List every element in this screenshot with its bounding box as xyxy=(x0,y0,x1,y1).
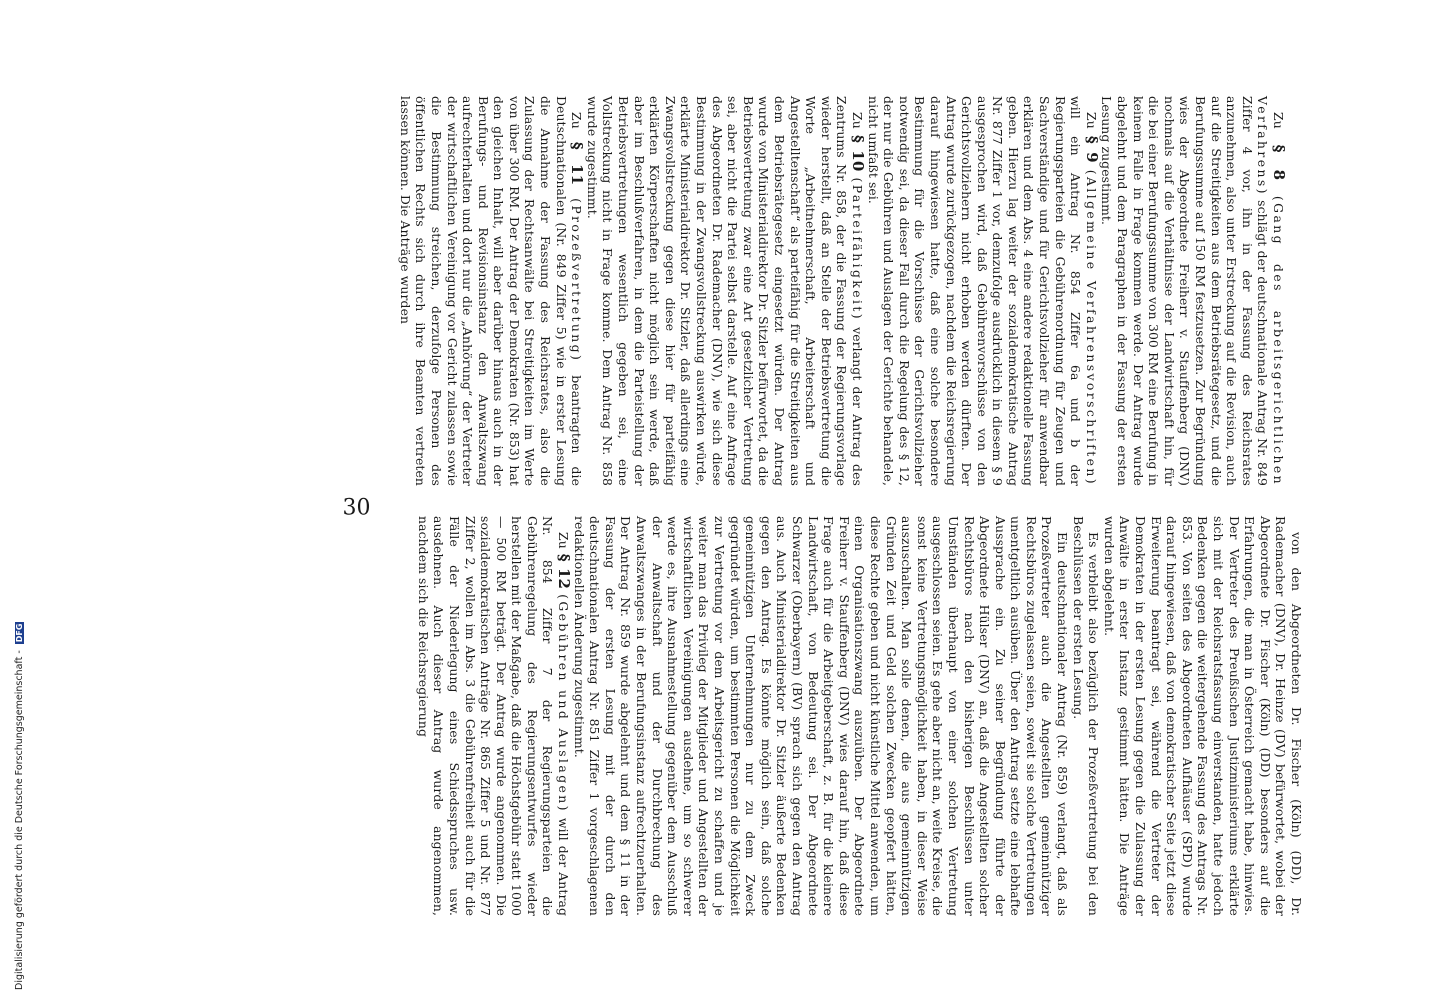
paragraph-text: beantragten die Deutschnationalen (Nr. 849 Ziffer 5) wie in erster Lesung die Annahme der Fassung des Reichsrates, also die Zulassung der Rechtsanwälte bei Streitigkeiten im Werte von über 300 RM. Der Antrag der Demokraten (Nr. 853) hat den gleichen Inhalt, will aber darüber hinaus auch in der Berufungs- und Revisionsinstanz den Anwaltszwang aufrechterhalten und dort nur die „Anhörung“ der Vertreter der wirtschaftlichen Vereinigung vor Gericht zulassen sowie die Bestimmung streichen, derzufolge Personen des öffentlichen Rechts sich durch ihre Beamten vertreten lassen können. Die Anträge wurden xyxy=(397,96,585,487)
section-number: § 10 xyxy=(848,134,867,172)
section-heading: (Prozeßvertretung) xyxy=(569,198,585,363)
page-number: 30 xyxy=(342,495,371,521)
paragraph-text: von den Abgeordneten Dr. Fischer (Köln) (DD), Dr. Rademacher (DNV), Dr. Heinze (DV) befürwortet, wobei der Abgeordnete Dr. Fischer (Köln) (DD) besonders auf die Erfahrungen, die man in Österreich gemacht habe, hinwies. Der Vertreter des Preußischen Justizministeriums erklärte sich mit der Reichsratsfassung einverstanden, hatte jedoch Bedenken gegen die weitergehende Fassung des Antrags Nr. 853. Von seiten des Abgeordneten Aufhäuser (SPD) wurde darauf hingewiesen, daß von demokratischer Seite jetzt diese Erweiterung beantragt sei, während die Vertreter der Demokraten in der ersten Lesung gegen die Zulassung der Anwälte in erster Instanz gestimmt hätten. Die Anträge wurden abgelehnt. xyxy=(1101,516,1304,916)
paragraph-text: Ein deutschnationaler Antrag (Nr. 859) verlangt, daß als Prozeßvertreter auch die Angestellten gemeinnütziger Rechtsbüros zugelassen seien, soweit sie solche Vertretungen unentgeltlich ausüben. Über den Antrag setzte eine lebhafte Aussprache ein. Zu seiner Begründung führte der Abgeordnete Hülser (DNV) an, daß die Angestellten solcher Rechtsbüros nach den bisherigen Beschlüssen unter Umständen überhaupt von einer solchen Vertretung ausgeschlossen seien. Es gehe aber nicht an, weite Kreise, die sonst keine Vertretungsmöglichkeit haben, in dieser Weise auszuschalten. Man solle denen, die aus gemeinnützigen Gründen Zeit und Geld solchen Zwecken geopfert hätten, diese Rechte geben und nicht künstliche Mittel anwenden, um einen Organisationszwang auszuüben. Der Abgeordnete Freiherr v. Stauffenberg (DNV) wies darauf hin, daß diese Frage auch für die Arbeitgeberschaft, z. B. für die kleinere Landwirtschaft, von Bedeutung sei. Der Abgeordnete Schwarzer (Oberbayern) (BV) sprach sich gegen den Antrag aus. Auch Ministerialdirektor Dr. Sitzler äußerte Bedenken gegen den Antrag. Es könnte möglich sein, daß solche gemeinnützigen Unternehmungen nur zu dem Zweck gegründet würden, um bestimmten Personen die Möglichkeit zur Vertretung vor dem Arbeitsgericht zu schaffen und je weiter man das Privileg der Mitglieder und Angestellten der wirtschaftlichen Vereinigungen ausdehne, um so schwerer werde es, ihre Ausnahmestellung gegenüber dem Ausschluß der Anwaltschaft und der Durchbrechung des Anwaltszwanges in der Berufungsinstanz aufrechtzuerhalten. Der Antrag Nr. 859 wurde abgelehnt und dem § 11 in der Fassung der ersten Lesung mit der durch den deutschnationalen Antrag Nr. 851 Ziffer 1 vorgeschlagenen redaktionellen Änderung zugestimmt. xyxy=(571,516,1071,916)
section-heading: (Gang des arbeitsgerichtlichen Verfahrens) xyxy=(1255,96,1286,486)
section-heading: (Parteifähigkeit) xyxy=(849,177,865,321)
right_column-paragraph xyxy=(1099,96,1286,486)
paragraph-lead: Zu xyxy=(849,112,865,129)
dfg-logo: DFG xyxy=(15,623,24,643)
section-heading: (Allgemeine Verfahrensvorschriften) xyxy=(1083,169,1099,486)
digitization-credit xyxy=(14,622,25,990)
section-number: § 9 xyxy=(1082,135,1101,163)
paragraph-lead: Zu xyxy=(556,532,572,549)
paragraph-text: will ein Antrag Nr. 854 Ziffer 6a und b der Regierungsparteien die Gebührenordnung für Zeugen und Sachverständige und für Gerichtsvollzieher für anwendbar erklären und dem Abs. 4 eine andere redaktionelle Fassung geben. Hierzu lag weiter der sozialdemokratische Antrag Nr. 877 Ziffer 1 vor, demzufolge ausdrücklich in diesem § 9 ausgesprochen wird, daß Gebührenvorschüsse von den Gerichtsvollziehern nicht erhoben werden dürften. Der Antrag wurde zurückgezogen, nachdem die Reichsregierung darauf hingewiesen hatte, daß eine solche besondere Bestimmung für die Vorschüsse der Gerichtsvollzieher notwendig sei, da dieser Fall durch die Regelung des § 12, der nur die Gebühren und Auslagen der Gerichte behandele, nicht umfaßt sei. xyxy=(865,96,1084,486)
left-column xyxy=(415,516,1304,916)
paragraph-text: verlangt der Antrag des Zentrums Nr. 858, der die Fassung der Regierungsvorlage wieder herstellt, daß an Stelle der Betriebsvertretung die Worte „Arbeitnehmerschaft, Arbeiterschaft und Angestelltenschaft“ als parteifähig für die Streitigkeiten aus dem Betriebsrätegesetz eingesetzt würden. Der Antrag wurde von Ministerialdirektor Dr. Sitzler befürwortet, da die Betriebsvertretung zwar eine Art gesetzlicher Vertretung sei, aber nicht die Partei selbst darstelle. Auf eine Anfrage des Abgeordneten Dr. Rademacher (DNV), wie sich diese Bestimmung in der Zwangsvollstreckung auswirken würde, erklärte Ministerialdirektor Dr. Sitzler, daß allerdings eine Zwangsvollstreckung gegen diese hier für parteifähig erklärten Körperschaften nicht möglich sein werde, daß aber im Beschlußverfahren, in dem die Parteistellung der Betriebsvertretungen wesentlich gegeben sei, eine Vollstreckung nicht in Frage komme. Dem Antrag Nr. 858 wurde zugestimmt. xyxy=(584,96,865,486)
paragraph-lead: Zu xyxy=(1083,112,1099,129)
left_column-paragraph xyxy=(1101,516,1304,916)
right_column-paragraph xyxy=(397,96,587,487)
left_column-paragraph xyxy=(415,516,574,916)
credit-text: Digitalisierung gefördert durch die Deutsche Forschungsgemeinschaft - xyxy=(14,650,25,990)
right_column-paragraph xyxy=(865,96,1099,486)
section-number: § 12 xyxy=(555,553,574,590)
paragraph-lead: Zu xyxy=(1271,112,1286,129)
section-heading: (Gebühren und Auslagen) xyxy=(556,594,572,813)
right-column xyxy=(397,96,1286,486)
left_column-paragraph xyxy=(1070,516,1101,916)
section-number: § 8 xyxy=(1270,144,1288,181)
paragraph-text: Es verbleibt also bezüglich der Prozeßvertretung bei den Beschlüssen der ersten Lesung. xyxy=(1070,516,1102,916)
paragraph-text: will der Antrag Nr. 854 Ziffer 7 der Regierungsparteien die Gebührenregelung des Regierungsentwurfes wieder herstellen mit der Maßgabe, daß die Höchstgebühr statt 1000 — 500 RM beträgt. Der Antrag wurde angenommen. Die sozialdemokratischen Anträge Nr. 865 Ziffer 5 und Nr. 877 Ziffer 2, wollen im Abs. 3 die Gebührenfreiheit auch für die Fälle der Niederlegung eines Schiedsspruches usw. ausdehnen. Auch dieser Antrag wurde angenommen, nachdem sich die Reichsregierung xyxy=(415,516,572,916)
section-number: § 11 xyxy=(568,141,587,186)
right_column-paragraph xyxy=(584,96,865,486)
paragraph-lead: Zu xyxy=(569,112,585,129)
paragraph-text: schlägt der deutschnationale Antrag Nr. 849 Ziffer 4 vor, ihn in der Fassung des Reichsrates anzunehmen, also unter Erstreckung auf die Revision, auch auf die Streitigkeiten aus dem Betriebsrätegesetz, und die Berufungssumme auf 150 RM festzusetzen. Zur Begründung wies der Abgeordnete Freiherr v. Stauffenberg (DNV) nochmals auf die Verhältnisse der Landwirtschaft hin, für die bei einer Berufungssumme von 300 RM eine Berufung in keinem Falle in Frage kommen werde. Der Antrag wurde abgelehnt und dem Paragraphen in der Fassung der ersten Lesung zugestimmt. xyxy=(1099,96,1271,486)
left_column-paragraph xyxy=(571,516,1070,916)
